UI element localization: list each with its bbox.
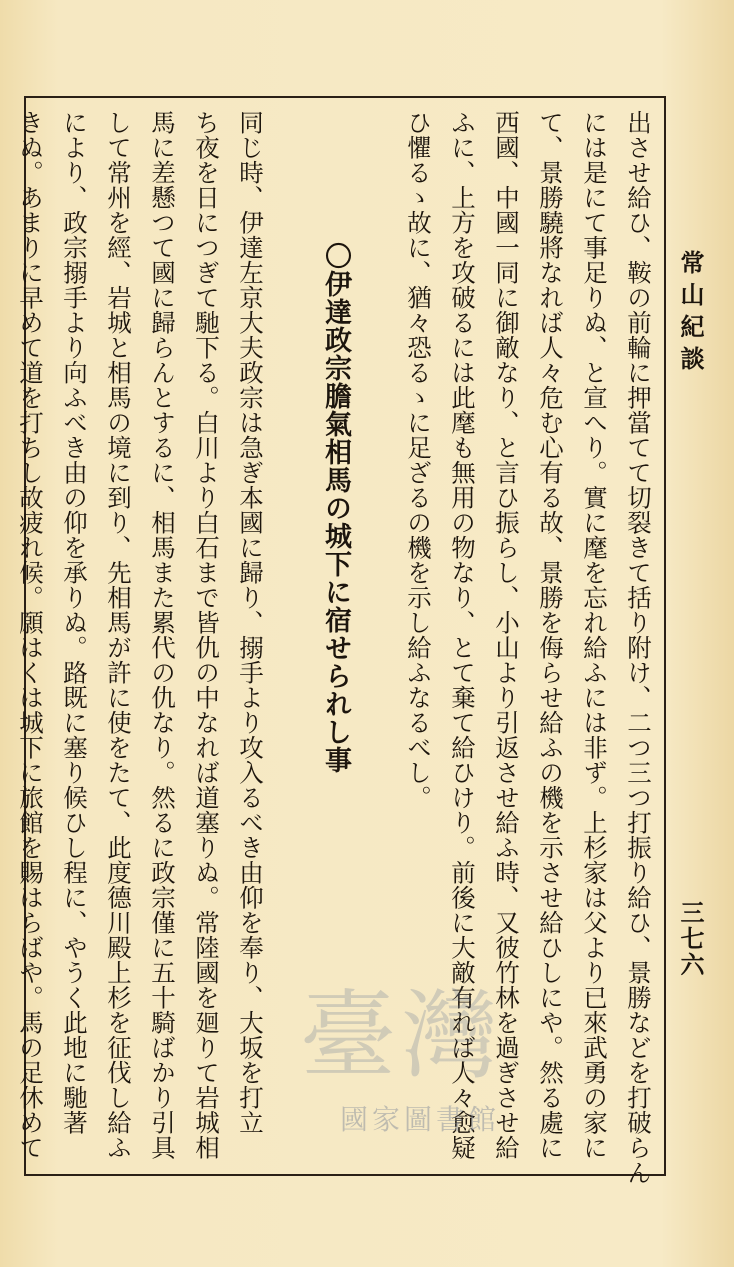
text-column: て、景勝驍將なれば人々危む心有る故、景勝を侮らせ給ふの機を示させ給ひしにや。然る處に: [536, 110, 565, 1160]
text-column: ひ懼るゝ故に、猶々恐るゝに足ざるの機を示し給ふなるべし。: [404, 110, 433, 810]
section-heading: 〇伊達政宗膽氣相馬の城下に宿せられし事: [320, 242, 351, 774]
running-title: 常山紀談: [676, 250, 705, 378]
text-column: ち夜を日につぎて馳下る。白川より白石まで皆仇の中なれば道塞りぬ。常陸國を廻りて岩城相: [192, 110, 221, 1160]
text-column: 西國、中國一同に御敵なり、と言ひ振らし、小山より引返させ給ふ時、又彼竹林を過ぎさせ給: [492, 110, 521, 1160]
text-column: 出させ給ひ、鞍の前輪に押當てて切裂きて括り附け、二つ三つ打振り給ひ、景勝などを打破らん: [624, 110, 653, 1185]
page-number: 三七六: [676, 900, 705, 978]
text-column: 馬に差懸つて國に歸らんとするに、相馬また累代の仇なり。然るに政宗僅に五十騎ばかり引具: [148, 110, 177, 1160]
text-column: 同じ時、伊達左京大夫政宗は急ぎ本國に歸り、搦手より攻入るべき由仰を奉り、大坂を打立: [236, 110, 265, 1135]
library-seal-watermark: 臺灣: [300, 980, 504, 1092]
text-column: きぬ。あまりに早めて道を打ちし故疲れ候。願はくは城下に旅館を賜はらばや。馬の足休めて: [16, 110, 45, 1160]
text-column: ふに、上方を攻破るには此麾も無用の物なり、とて棄て給ひけり。前後に大敵有れば人々愈疑: [448, 110, 477, 1160]
text-column: して常州を經、岩城と相馬の境に到り、先相馬が許に使をたて、此度德川殿上杉を征伐し給ふ: [104, 110, 133, 1160]
text-column: により、政宗搦手より向ふべき由の仰を承りぬ。路既に塞り候ひし程に、やうく此地に馳著: [60, 110, 89, 1135]
library-text-watermark: 國家圖書館: [340, 1103, 501, 1136]
text-column: には是にて事足りぬ、と宣へり。實に麾を忘れ給ふには非ず。上杉家は父より已來武勇の家に: [580, 110, 609, 1160]
